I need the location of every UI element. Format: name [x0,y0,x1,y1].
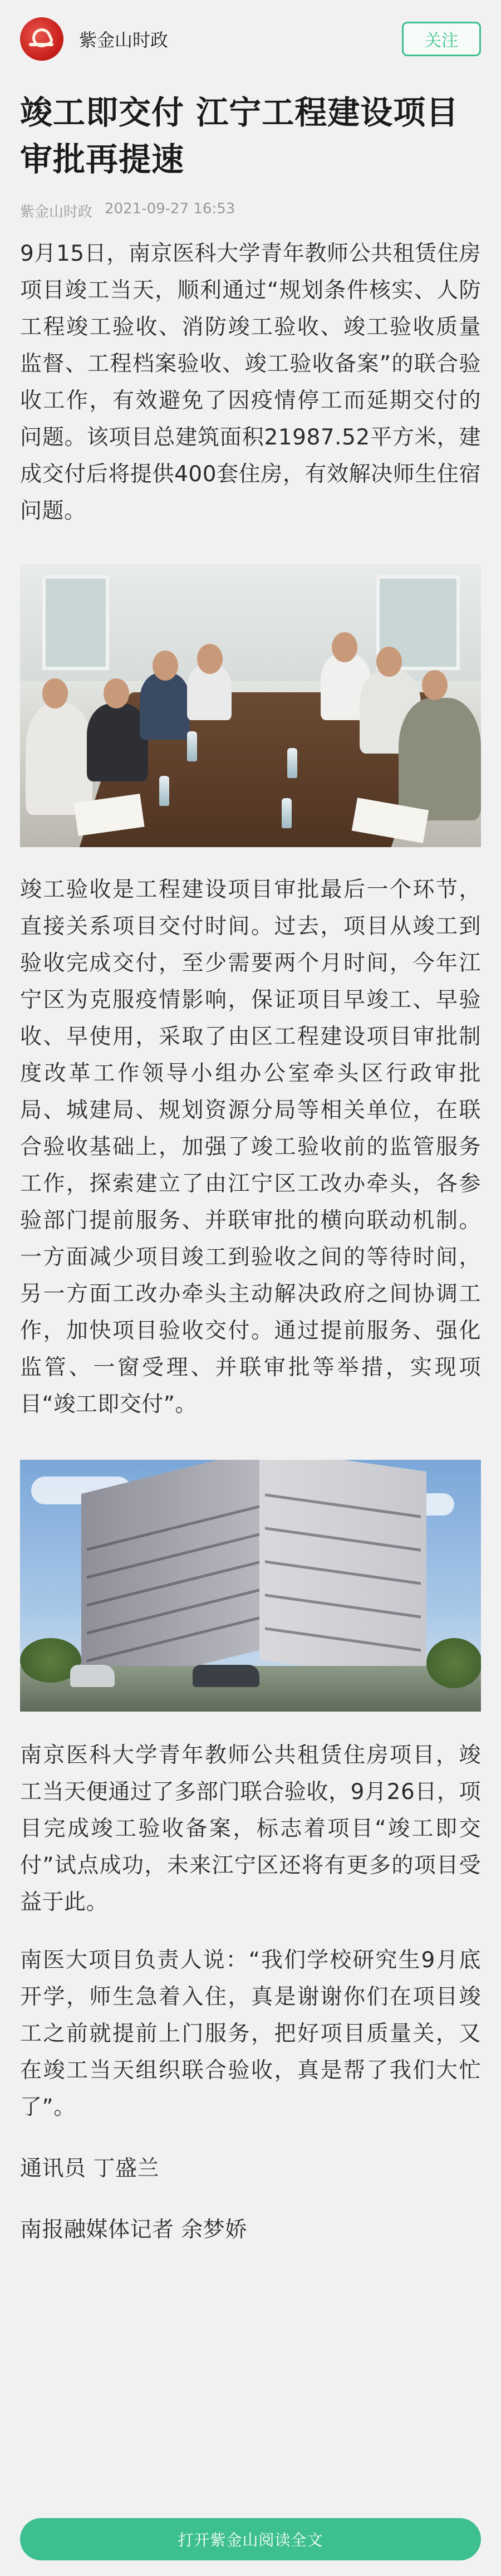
meeting-photo[interactable] [20,564,481,847]
article-body [20,89,481,2248]
building-photo[interactable] [20,1460,481,1712]
follow-button[interactable]: 关注 [402,22,481,56]
zijinshan-logo-icon[interactable] [20,17,63,61]
account-name[interactable]: 紫金山时政 [79,30,169,51]
paragraph-1: 9月15日，南京医科大学青年教师公共租赁住房项目竣工当天，顺利通过“规划条件核实、人防工程竣工验收、消防竣工验收、竣工验收质量监督、工程档案验收、竣工验收备案”的联合验收工作，有效避免了因疫情停工而延期交付的问题。该项目总建筑面积21987.52平方米，建成交付后将提供400套住房，有效解决师生住宿问题。 [20,241,481,524]
reporter-credit: 通讯员 丁盛兰 [20,2156,159,2181]
meta-source[interactable]: 紫金山时政 [20,204,93,221]
paragraph-2: 竣工验收是工程建设项目审批最后一个环节，直接关系项目交付时间。过去，项目从竣工到验收完成交付，至少需要两个月时间，今年江宁区为克服疫情影响，保证项目早竣工、早验收、早使用，采取了由区工程建设项目审批制度改革工作领导小组办公室牵头区行政审批局、城建局、规划资源分局等相关单位，在联合验收基础上，加强了竣工验收前的监管服务工作，探索建立了由江宁区工改办牵头，各参验部门提前服务、并联审批的横向联动机制。一方面减少项目竣工到验收之间的等待时间，另一方面工改办牵头主动解决政府之间协调工作，加快项目验收交付。通过提前服务、强化监管、一窗受理、并联审批等举措，实现项目“竣工即交付”。 [20,877,481,1417]
author-credit: 南报融媒体记者 余梦娇 [20,2217,247,2242]
paragraph-3: 南京医科大学青年教师公共租赁住房项目，竣工当天便通过了多部门联合验收，9月26日，项目完成竣工验收备案，标志着项目“竣工即交付”试点成功，未来江宁区还将有更多的项目受益于此。 [20,1743,481,1915]
paragraph-4: 南医大项目负责人说：“我们学校研究生9月底开学，师生急着入住，真是谢谢你们在项目竣工之前就提前上门服务，把好项目质量关，又在竣工当天组织联合验收，真是帮了我们大忙了”。 [20,1948,481,2120]
account-header [0,0,501,78]
meta-time: 2021-09-27 16:53 [105,201,235,217]
article-title: 竣工即交付 江宁工程建设项目审批再提速 [20,94,459,178]
open-app-button[interactable]: 打开紫金山阅读全文 [20,2518,481,2560]
article-meta [20,201,481,221]
